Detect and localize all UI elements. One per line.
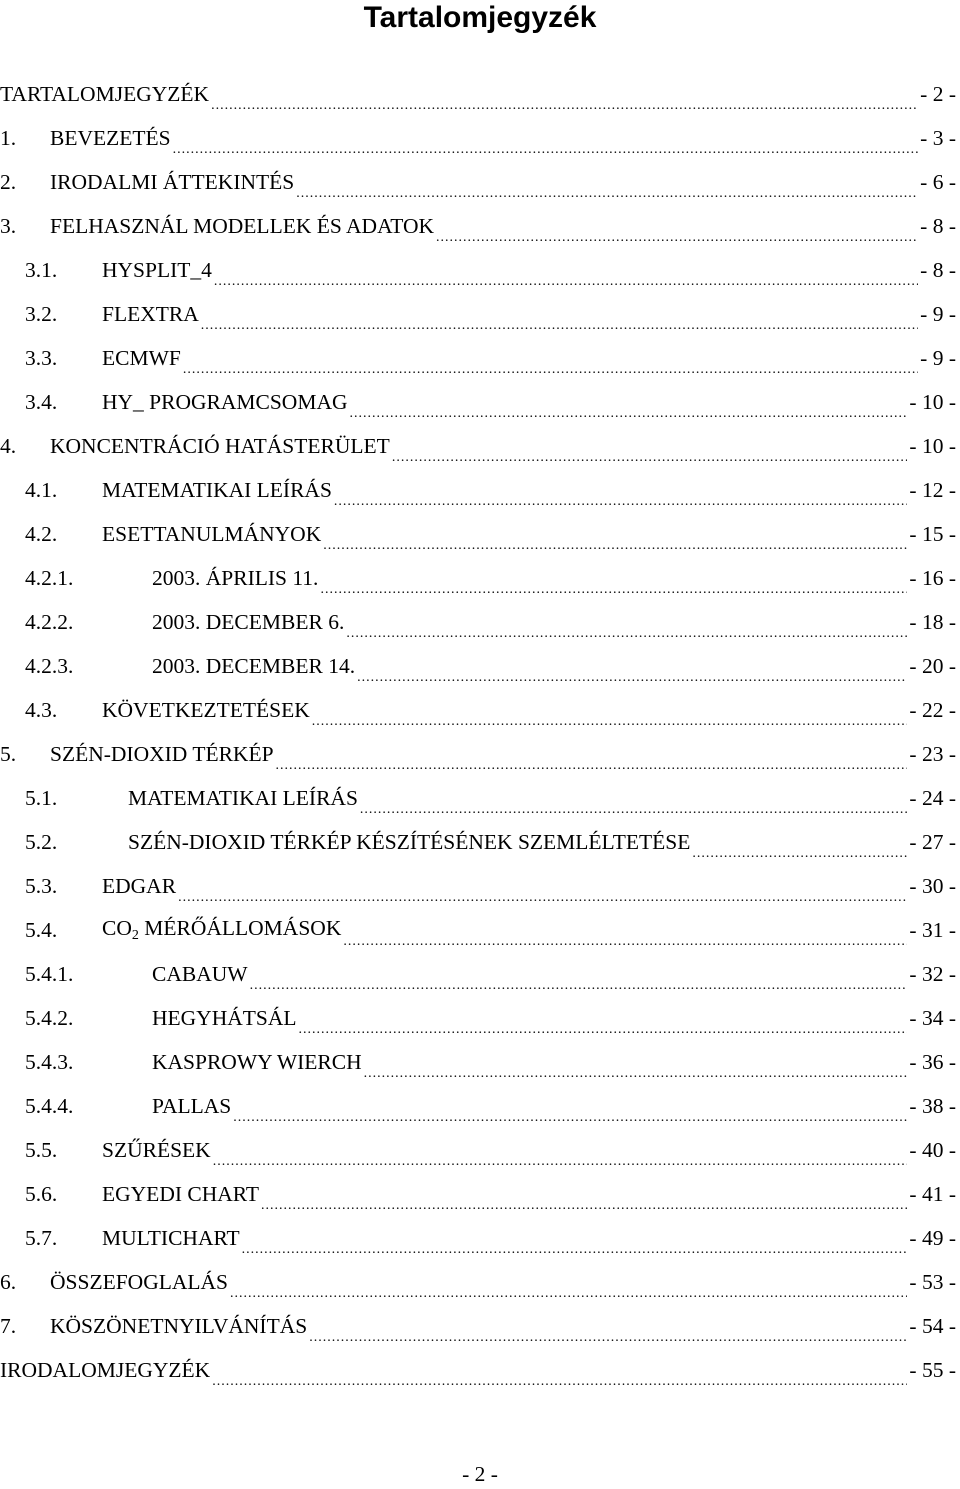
toc-dot-leader [360, 790, 908, 820]
toc-entry-label-rest: MÉRŐÁLLOMÁSOK [138, 916, 342, 940]
toc-entry[interactable] [0, 820, 960, 864]
toc-entry-label-text: MULTICHART [102, 1225, 240, 1250]
toc-dot-leader [230, 1274, 907, 1304]
toc-entry-label-text: KÖVETKEZTETÉSEK [102, 697, 310, 722]
toc-entry-label-text: EGYEDI CHART [102, 1181, 259, 1206]
toc-entry-page: - 2 - [920, 81, 956, 106]
toc-entry-number: 4.2. [25, 521, 58, 546]
toc-entry-page: - 22 - [909, 697, 956, 722]
toc-entry-page: - 31 - [909, 917, 956, 942]
toc-dot-leader [392, 438, 908, 468]
toc-entry-label-text: SZÉN-DIOXID TÉRKÉP [50, 741, 274, 766]
toc-entry[interactable] [0, 1304, 960, 1348]
toc-entry[interactable] [0, 424, 960, 468]
toc-entry-label [102, 522, 321, 547]
toc-entry-label-text: PALLAS [152, 1093, 232, 1118]
toc-entry-label-text: TARTALOMJEGYZÉK [0, 81, 210, 106]
toc-entry-label [152, 1050, 362, 1075]
page-title: Tartalomjegyzék [363, 1, 597, 34]
toc-entry-page: - 54 - [909, 1313, 956, 1338]
toc-entry-number: 5.4.1. [25, 961, 74, 986]
toc-entry-number: 3.1. [25, 257, 58, 282]
toc-dot-leader [201, 306, 918, 336]
toc-entry-page: - 36 - [909, 1049, 956, 1074]
toc-dot-leader [323, 526, 907, 556]
toc-dot-leader [343, 922, 907, 952]
toc-entry[interactable] [0, 292, 960, 336]
toc-dot-leader [299, 1010, 908, 1040]
toc-entry-page: - 49 - [909, 1225, 956, 1250]
toc-entry[interactable] [0, 1040, 960, 1084]
toc-entry-number: 6. [0, 1269, 17, 1294]
toc-entry-page: - 12 - [909, 477, 956, 502]
toc-entry[interactable] [0, 116, 960, 160]
toc-entry-label [152, 1094, 231, 1119]
toc-entry-page: - 24 - [909, 785, 956, 810]
toc-entry-number: 4.1. [25, 477, 58, 502]
toc-entry-label-text: FLEXTRA [102, 301, 199, 326]
toc-entry-number: 3.4. [25, 389, 58, 414]
toc-entry[interactable] [0, 160, 960, 204]
toc-dot-leader [276, 746, 908, 776]
toc-dot-leader [350, 394, 908, 424]
toc-entry-number: 5.5. [25, 1137, 58, 1162]
toc-entry[interactable] [0, 600, 960, 644]
toc-entry[interactable] [0, 688, 960, 732]
toc-entry-number: 5.6. [25, 1181, 58, 1206]
toc-entry-label [152, 610, 344, 635]
toc-dot-leader [346, 614, 907, 644]
toc-entry-page: - 3 - [920, 125, 956, 150]
toc-entry[interactable] [0, 512, 960, 556]
toc-entry-page: - 53 - [909, 1269, 956, 1294]
toc-entry-label-text: KÖSZÖNETNYILVÁNÍTÁS [50, 1313, 308, 1338]
toc-entry-label [102, 390, 348, 415]
toc-entry-number: 7. [0, 1313, 17, 1338]
toc-entry-number: 3.2. [25, 301, 58, 326]
toc-entry[interactable] [0, 776, 960, 820]
toc-entry-number: 4.2.1. [25, 565, 74, 590]
toc-entry-label [152, 566, 318, 591]
toc-entry-label [102, 874, 176, 899]
toc-entry-number: 4.3. [25, 697, 58, 722]
toc-dot-leader [211, 86, 918, 116]
toc-dot-leader [173, 130, 919, 160]
toc-entry-label-text: HEGYHÁTSÁL [152, 1005, 297, 1030]
toc-entry-number: 1. [0, 125, 17, 150]
toc-entry-label-subscript: 2 [131, 928, 139, 943]
table-of-contents [0, 72, 960, 1392]
toc-dot-leader [213, 1142, 908, 1172]
toc-entry-label [128, 830, 690, 855]
toc-entry-label [102, 302, 199, 327]
toc-dot-leader [296, 174, 918, 204]
toc-entry-label [128, 786, 358, 811]
toc-entry-label [102, 1182, 259, 1207]
toc-entry-label-text: MATEMATIKAI LEÍRÁS [102, 477, 332, 502]
toc-entry-label [50, 214, 434, 239]
toc-dot-leader [357, 658, 907, 688]
toc-entry-page: - 16 - [909, 565, 956, 590]
toc-entry-number: 5.3. [25, 873, 58, 898]
toc-entry-label-text: ÖSSZEFOGLALÁS [50, 1269, 228, 1294]
toc-entry-label-text: IRODALOMJEGYZÉK [0, 1357, 211, 1382]
toc-entry-number: 2. [0, 169, 17, 194]
toc-entry[interactable] [0, 1084, 960, 1128]
toc-entry-page: - 8 - [920, 213, 956, 238]
toc-entry-label-text: EDGAR [102, 873, 177, 898]
toc-dot-leader [309, 1318, 907, 1348]
toc-entry-page: - 8 - [920, 257, 956, 282]
toc-entry-number: 5.4. [25, 917, 58, 942]
toc-entry-page: - 41 - [909, 1181, 956, 1206]
toc-entry-label [102, 1226, 240, 1251]
toc-entry[interactable] [0, 1260, 960, 1304]
toc-dot-leader [364, 1054, 908, 1084]
toc-entry-label [0, 82, 209, 107]
toc-entry[interactable] [0, 468, 960, 512]
toc-entry-label-text: 2003. DECEMBER 6. [152, 609, 345, 634]
toc-entry-page: - 30 - [909, 873, 956, 898]
toc-entry[interactable] [0, 1128, 960, 1172]
toc-entry-page: - 6 - [920, 169, 956, 194]
toc-entry-page: - 38 - [909, 1093, 956, 1118]
toc-entry-page: - 40 - [909, 1137, 956, 1162]
toc-entry-number: 5. [0, 741, 17, 766]
toc-entry-label-text: HYSPLIT_4 [102, 257, 212, 282]
toc-entry-number: 4.2.2. [25, 609, 74, 634]
toc-entry[interactable] [0, 864, 960, 908]
toc-dot-leader [178, 878, 907, 908]
toc-entry[interactable] [0, 1348, 960, 1392]
toc-entry-label-text: SZÉN-DIOXID TÉRKÉP KÉSZÍTÉSÉNEK SZEMLÉLTETÉSE [128, 829, 691, 854]
toc-entry-page: - 55 - [909, 1357, 956, 1382]
toc-entry-label-text: SZŰRÉSEK [102, 1137, 211, 1162]
toc-entry-label [102, 478, 332, 503]
toc-entry-label-text: ESETTANULMÁNYOK [102, 521, 322, 546]
toc-entry-label [50, 126, 171, 151]
toc-entry-label-text: FELHASZNÁL MODELLEK ÉS ADATOK [50, 213, 435, 238]
toc-entry-number: 3. [0, 213, 17, 238]
toc-entry-number: 5.4.4. [25, 1093, 74, 1118]
toc-entry-page: - 10 - [909, 389, 956, 414]
toc-entry[interactable] [0, 996, 960, 1040]
toc-entry-label [50, 1314, 307, 1339]
toc-entry-number: 4. [0, 433, 17, 458]
toc-entry-label [102, 346, 181, 371]
toc-dot-leader [320, 570, 907, 600]
toc-entry-label-text: KONCENTRÁCIÓ HATÁSTERÜLET [50, 433, 390, 458]
toc-entry-number: 5.7. [25, 1225, 58, 1250]
toc-entry-label-text: BEVEZETÉS [50, 125, 171, 150]
toc-dot-leader [261, 1186, 907, 1216]
toc-entry[interactable] [0, 336, 960, 380]
toc-entry-number: 5.4.3. [25, 1049, 74, 1074]
toc-dot-leader [242, 1230, 908, 1260]
toc-entry[interactable] [0, 644, 960, 688]
toc-entry-label-text: KASPROWY WIERCH [152, 1049, 362, 1074]
toc-dot-leader [312, 702, 908, 732]
toc-entry[interactable] [0, 1172, 960, 1216]
toc-dot-leader [250, 966, 908, 996]
toc-entry-label [102, 1138, 211, 1163]
toc-entry-label-text: ECMWF [102, 345, 181, 370]
toc-dot-leader [233, 1098, 907, 1128]
toc-dot-leader [334, 482, 908, 512]
toc-entry-page: - 9 - [920, 301, 956, 326]
toc-entry-number: 4.2.3. [25, 653, 74, 678]
toc-entry[interactable] [0, 380, 960, 424]
toc-dot-leader [214, 262, 918, 292]
toc-entry-label-text: CABAUW [152, 961, 248, 986]
toc-entry-label [102, 916, 341, 944]
toc-entry-page: - 10 - [909, 433, 956, 458]
toc-entry[interactable] [0, 72, 960, 116]
toc-entry-label-text: HY_ PROGRAMCSOMAG [102, 389, 348, 414]
toc-entry[interactable] [0, 952, 960, 996]
toc-entry[interactable] [0, 248, 960, 292]
toc-entry-label [0, 1358, 210, 1383]
toc-entry-label [50, 1270, 228, 1295]
toc-entry-page: - 23 - [909, 741, 956, 766]
toc-entry-label-text: CO [102, 916, 132, 940]
toc-entry[interactable] [0, 732, 960, 776]
toc-entry-page: - 34 - [909, 1005, 956, 1030]
toc-entry[interactable] [0, 556, 960, 600]
toc-entry-number: 5.2. [25, 829, 58, 854]
toc-entry[interactable] [0, 908, 960, 952]
toc-entry-page: - 15 - [909, 521, 956, 546]
toc-entry-label [152, 654, 355, 679]
toc-dot-leader [692, 834, 907, 864]
toc-entry-label-text: MATEMATIKAI LEÍRÁS [128, 785, 358, 810]
toc-entry-label-text: IRODALMI ÁTTEKINTÉS [50, 169, 295, 194]
toc-entry-page: - 20 - [909, 653, 956, 678]
toc-entry-label [102, 258, 212, 283]
toc-entry-label-text: 2003. DECEMBER 14. [152, 653, 356, 678]
toc-entry-number: 3.3. [25, 345, 58, 370]
toc-dot-leader [183, 350, 918, 380]
page-number: - 2 - [462, 1462, 498, 1486]
toc-entry-label [152, 962, 248, 987]
toc-entry-label [50, 170, 294, 195]
toc-entry-label [152, 1006, 297, 1031]
toc-entry[interactable] [0, 204, 960, 248]
toc-entry[interactable] [0, 1216, 960, 1260]
toc-dot-leader [436, 218, 918, 248]
toc-entry-page: - 32 - [909, 961, 956, 986]
toc-entry-label [50, 434, 390, 459]
toc-entry-label-text: 2003. ÁPRILIS 11. [152, 565, 319, 590]
toc-entry-page: - 9 - [920, 345, 956, 370]
toc-entry-page: - 18 - [909, 609, 956, 634]
toc-entry-number: 5.4.2. [25, 1005, 74, 1030]
toc-entry-label [102, 698, 310, 723]
toc-entry-label [50, 742, 274, 767]
toc-entry-page: - 27 - [909, 829, 956, 854]
toc-dot-leader [212, 1362, 907, 1392]
toc-entry-number: 5.1. [25, 785, 58, 810]
